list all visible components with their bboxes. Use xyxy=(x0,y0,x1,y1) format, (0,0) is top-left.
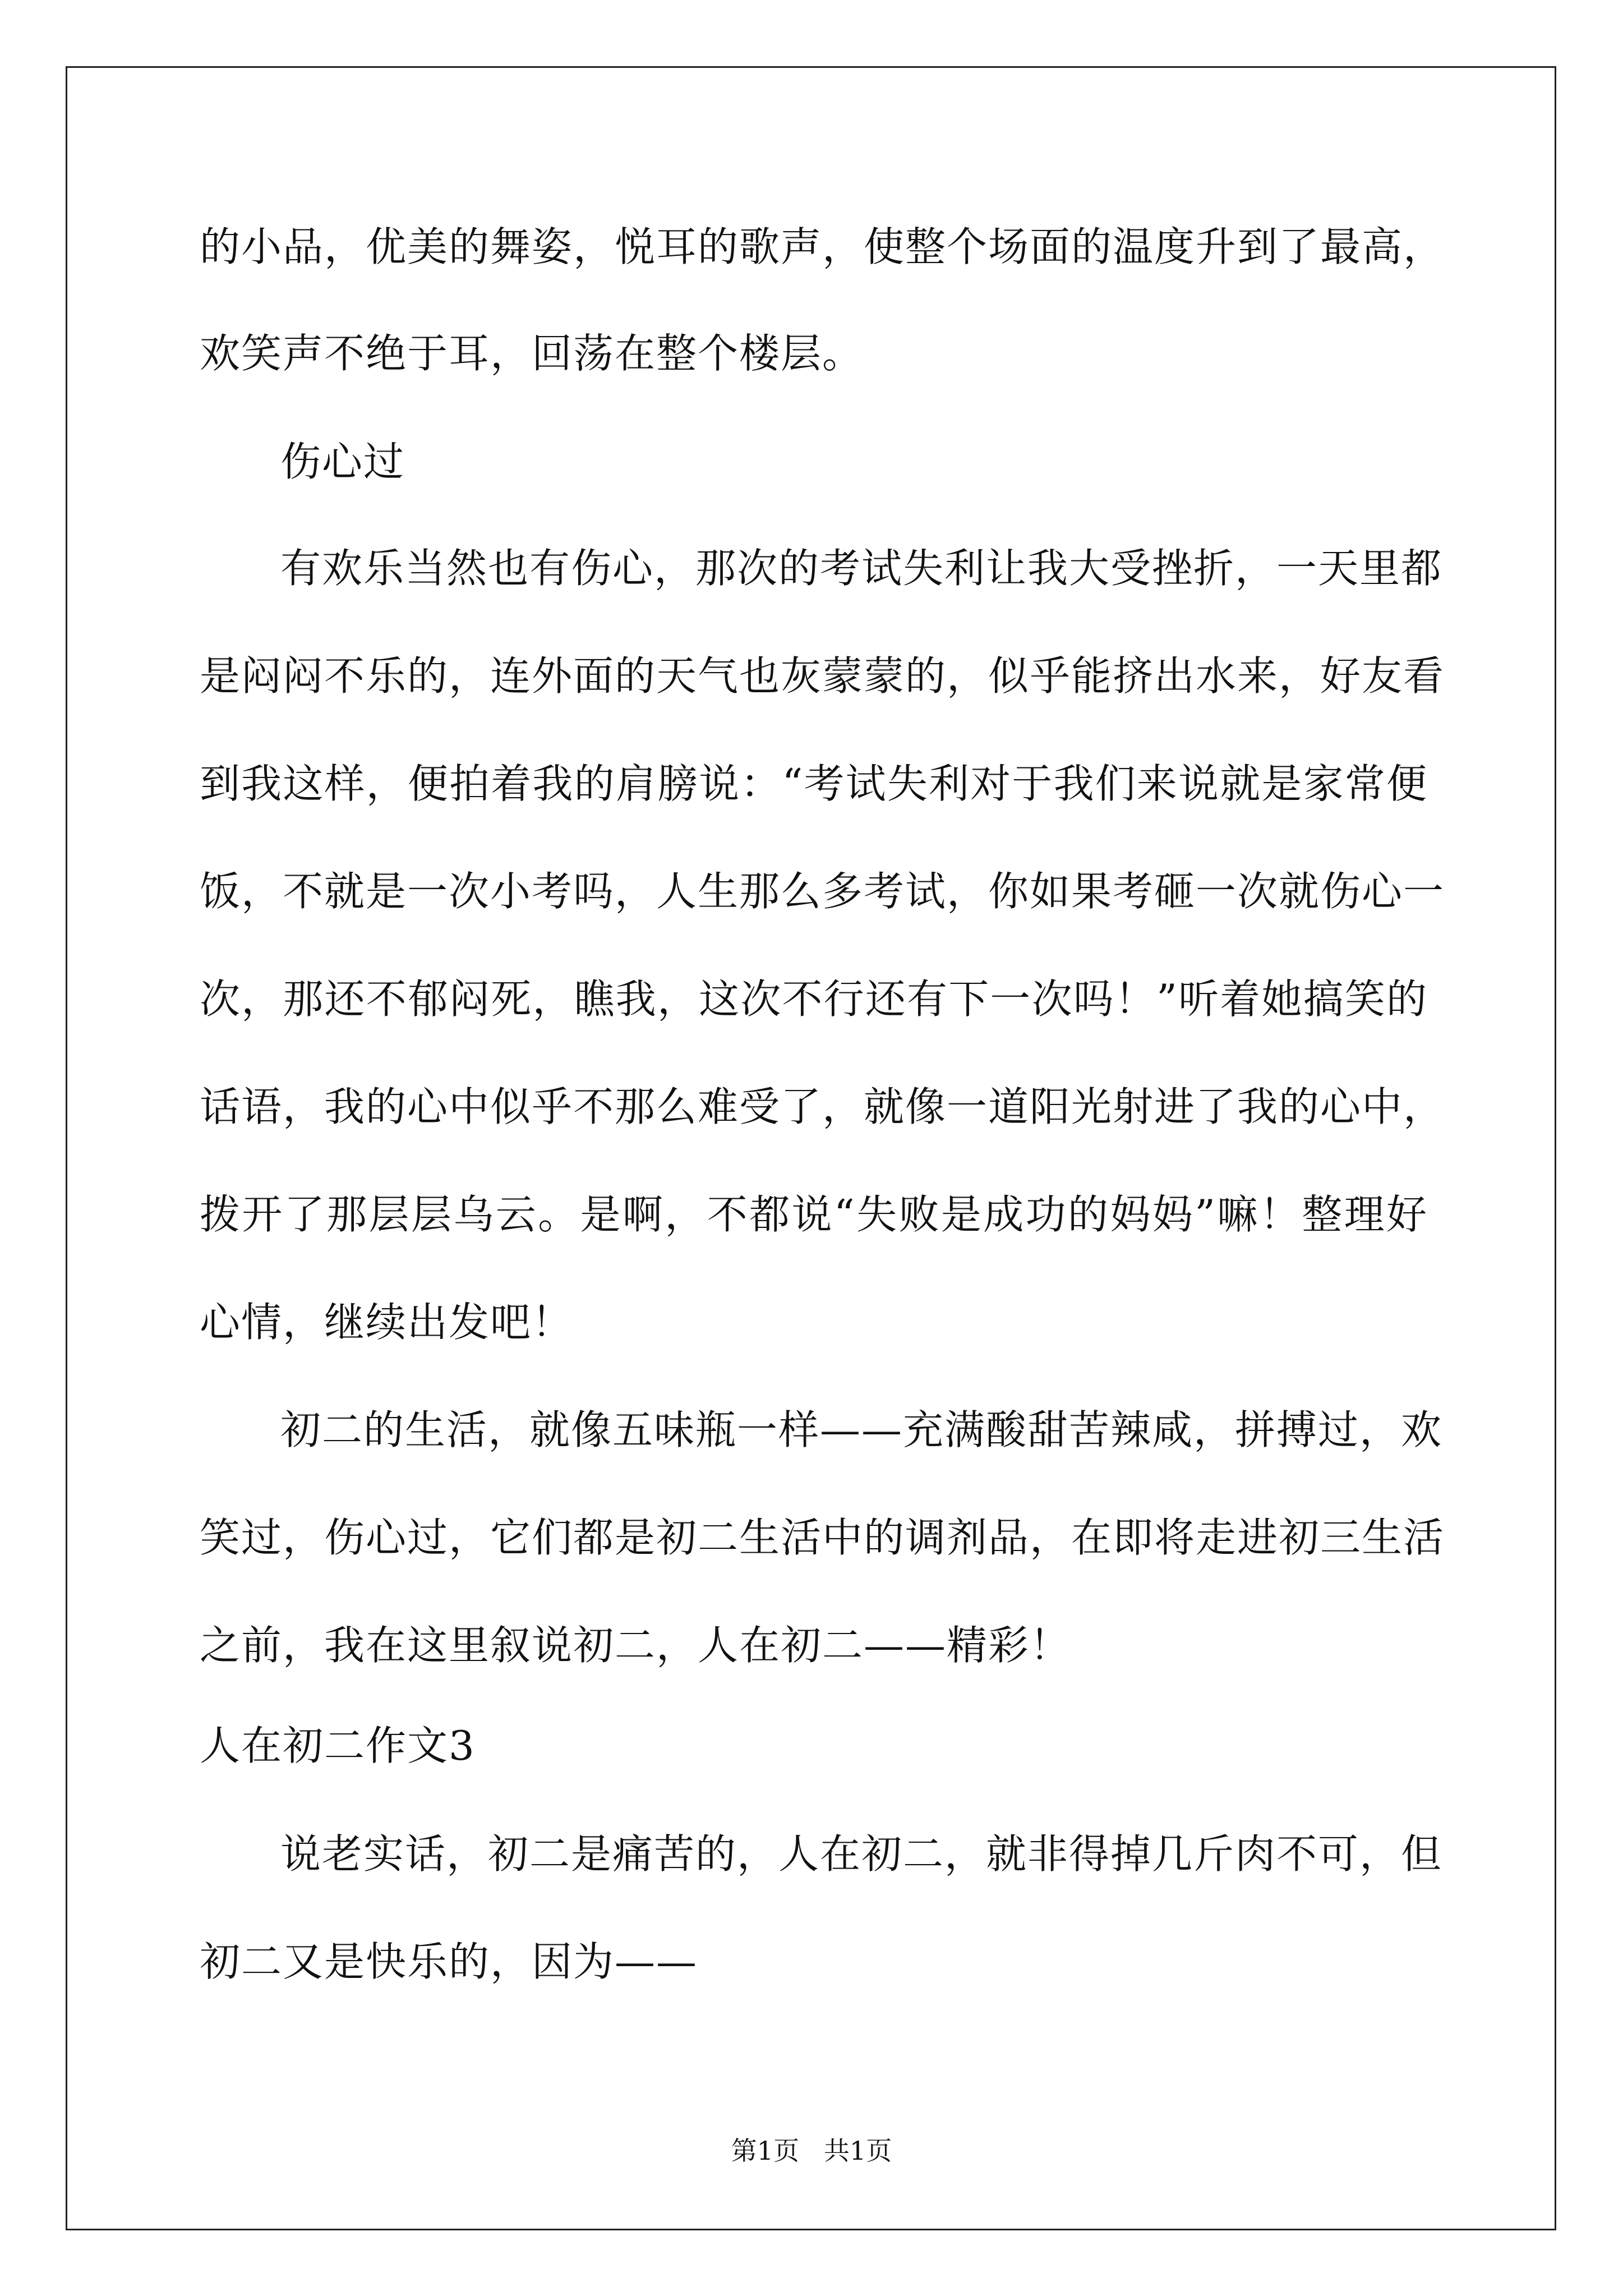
text-line: 话语，我的心中似乎不那么难受了，就像一道阳光射进了我的心中， xyxy=(200,1083,1445,1130)
text-line: 饭，不就是一次小考吗，人生那么多考试，你如果考砸一次就伤心一 xyxy=(200,868,1445,915)
page-footer: 第1页 共1页 xyxy=(731,2136,892,2166)
page-border xyxy=(66,66,1556,2230)
section-heading: 伤心过 xyxy=(280,438,405,485)
text-line: 拨开了那层层乌云。是啊，不都说“失败是成功的妈妈”嘛！整理好 xyxy=(200,1191,1428,1238)
text-line: 到我这样，便拍着我的肩膀说：“考试失利对于我们来说就是家常便 xyxy=(200,760,1428,807)
text-line: 心情，继续出发吧！ xyxy=(200,1299,574,1346)
text-line: 说老实话，初二是痛苦的，人在初二，就非得掉几斤肉不可，但 xyxy=(280,1830,1443,1878)
text-line: 笑过，伤心过，它们都是初二生活中的调剂品，在即将走进初三生活 xyxy=(200,1514,1445,1561)
text-line: 初二又是快乐的，因为—— xyxy=(200,1938,698,1985)
text-line: 之前，我在这里叙说初二，人在初二——精彩！ xyxy=(200,1622,1072,1669)
text-line: 次，那还不郁闷死，瞧我，这次不行还有下一次吗！”听着她搞笑的 xyxy=(200,976,1428,1023)
text-line: 有欢乐当然也有伤心，那次的考试失利让我大受挫折，一天里都 xyxy=(280,545,1443,592)
text-line: 欢笑声不绝于耳，回荡在整个楼层。 xyxy=(200,330,864,377)
article-title: 人在初二作文3 xyxy=(200,1722,476,1769)
text-line: 的小品，优美的舞姿，悦耳的歌声，使整个场面的温度升到了最高， xyxy=(200,223,1445,270)
text-line: 是闷闷不乐的，连外面的天气也灰蒙蒙的，似乎能挤出水来，好友看 xyxy=(200,652,1445,700)
text-line: 初二的生活，就像五味瓶一样——充满酸甜苦辣咸，拼搏过，欢 xyxy=(280,1406,1443,1453)
